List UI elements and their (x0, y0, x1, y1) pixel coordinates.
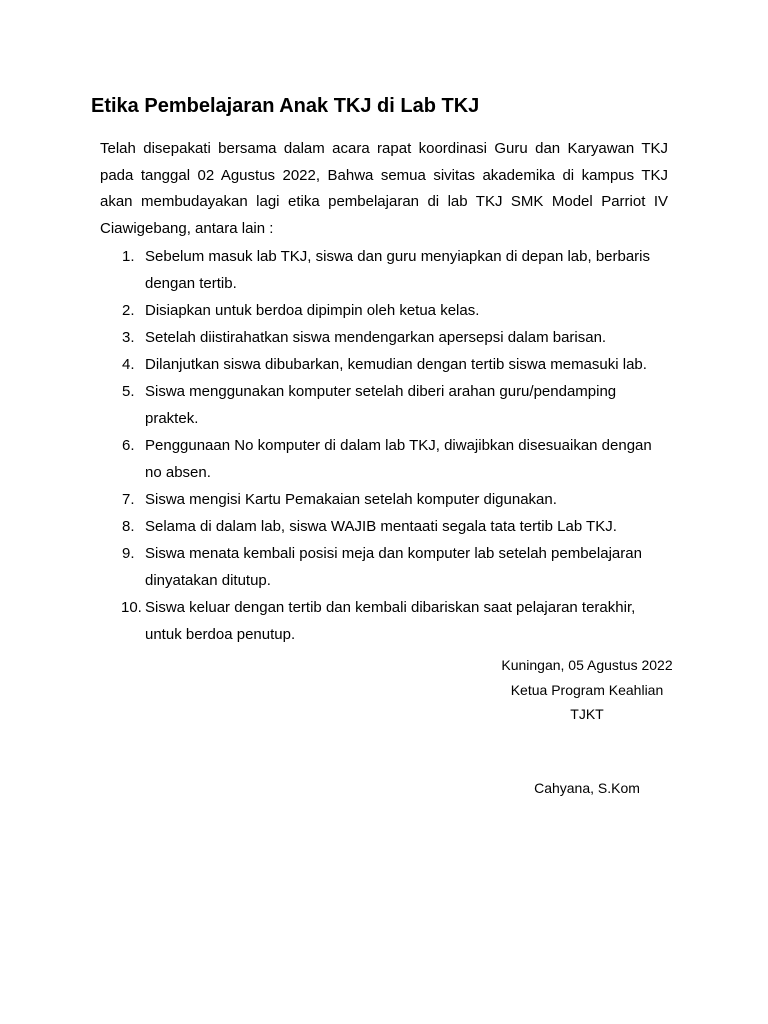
list-item-number: 3. (122, 329, 135, 346)
list-item-text: Selama di dalam lab, siswa WAJIB mentaati segala tata tertib Lab TKJ. (145, 518, 617, 535)
list-item-number: 9. (122, 545, 135, 562)
list-item-text: Siswa keluar dengan tertib dan kembali dibariskan saat pelajaran terakhir, untuk berdoa penutup. (145, 599, 636, 643)
list-item-number: 2. (122, 302, 135, 319)
list-item-text: Siswa menata kembali posisi meja dan komputer lab setelah pembelajaran dinyatakan ditutup. (145, 545, 642, 589)
list-item (100, 297, 668, 324)
list-item-number: 6. (122, 437, 135, 454)
list-item-text: Siswa menggunakan komputer setelah diberi arahan guru/pendamping praktek. (145, 383, 617, 427)
list-item (100, 513, 668, 540)
signature-program: TJKT (570, 706, 604, 722)
signature-place-date: Kuningan, 05 Agustus 2022 (501, 657, 673, 673)
list-item-number: 8. (122, 518, 135, 535)
list-item (100, 594, 668, 648)
list-item-text: Sebelum masuk lab TKJ, siswa dan guru menyiapkan di depan lab, berbaris dengan tertib. (145, 248, 651, 292)
list-item (100, 351, 668, 378)
list-item-text: Disiapkan untuk berdoa dipimpin oleh ketua kelas. (145, 302, 480, 319)
list-item-text: Siswa mengisi Kartu Pemakaian setelah komputer digunakan. (145, 491, 557, 508)
rules-list (100, 243, 668, 648)
signatory-name: Cahyana, S.Kom (534, 779, 640, 796)
list-item-number: 5. (122, 383, 135, 400)
signature-position: Ketua Program Keahlian (510, 681, 664, 698)
list-item (100, 540, 668, 594)
list-item (100, 486, 668, 513)
list-item-number: 1. (122, 248, 135, 265)
list-item-number: 4. (122, 356, 135, 373)
signature-block (487, 653, 687, 800)
list-item (100, 324, 668, 351)
list-item (100, 243, 668, 297)
document-title: Etika Pembelajaran Anak TKJ di Lab TKJ (91, 95, 480, 117)
intro-paragraph: Telah disepakati bersama dalam acara rapat koordinasi Guru dan Karyawan TKJ pada tanggal 02 Agustus 2022, Bahwa semua sivitas akademika di kampus TKJ akan membudayakan lagi etika pembelajaran di lab TKJ SMK Model Parriot IV Ciawigebang, antara lain : (100, 140, 668, 237)
list-item-text: Setelah diistirahatkan siswa mendengarkan apersepsi dalam barisan. (145, 329, 607, 346)
list-item (100, 432, 668, 486)
list-item-number: 7. (122, 491, 135, 508)
list-item-text: Penggunaan No komputer di dalam lab TKJ, diwajibkan disesuaikan dengan no absen. (145, 437, 652, 481)
list-item-number: 10. (121, 599, 142, 616)
list-item (100, 378, 668, 432)
list-item-text: Dilanjutkan siswa dibubarkan, kemudian dengan tertib siswa memasuki lab. (145, 356, 647, 373)
